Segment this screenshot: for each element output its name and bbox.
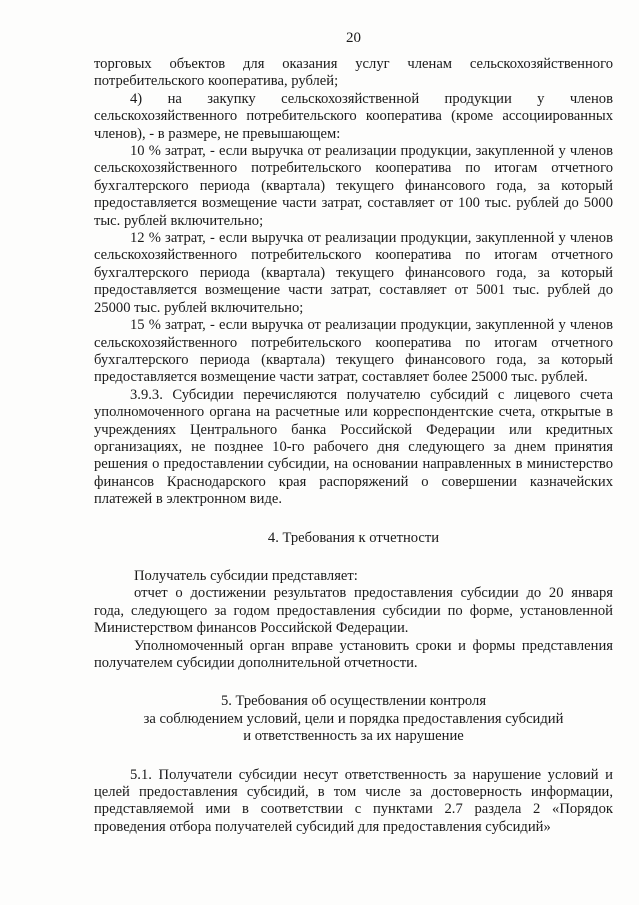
paragraph-3-9-3: 3.9.3. Субсидии перечисляются получателю субсидий с лицевого счета уполномоченного органа на расчетные или корреспондентские счета, открытые в учреждениях Центрального банка Российской Федерации или кредитных организациях, не позднее 10-го рабочего дня следующего за днем принятия решения о предоставлении субсидии, на основании направленных в министерство финансов Краснодарского края распоряжений о совершении казначейских платежей в электронном виде.	[94, 386, 613, 508]
section-4-paragraph-1: Получатель субсидии представляет:	[134, 567, 358, 584]
section-4-paragraph-3: Уполномоченный орган вправе установить сроки и формы представления получателем субсидии дополнительной отчетности.	[94, 637, 613, 671]
paragraph-continuation: торговых объектов для оказания услуг членам сельскохозяйственного потребительского кооператива, рублей;	[94, 56, 613, 90]
section-4-paragraph-2: отчет о достижении результатов предоставления субсидии до 20 января года, следующего за годом предоставления субсидии по форме, установленной Министерством финансов Российской Федерации.	[94, 585, 613, 637]
paragraph-rate-15: 15 % затрат, - если выручка от реализации продукции, закупленной у членов сельскохозяйственного потребительского кооператива по итогам отчетного бухгалтерского периода (квартала) текущего финансового года, за который предоставляется возмещение части затрат, составляет более 25000 тыс. рублей.	[94, 317, 613, 386]
paragraph-rate-10: 10 % затрат, - если выручка от реализации продукции, закупленной у членов сельскохозяйственного потребительского кооператива по итогам отчетного бухгалтерского периода (квартала) текущего финансового года, за который предоставляется возмещение части затрат, составляет от 100 тыс. рублей до 5000 тыс. рублей включительно;	[94, 143, 613, 229]
section-5-heading-line-1: 5. Требования об осуществлении контроля	[220, 693, 487, 710]
paragraph-rate-12: 12 % затрат, - если выручка от реализации продукции, закупленной у членов сельскохозяйственного потребительского кооператива по итогам отчетного бухгалтерского периода (квартала) текущего финансового года, за который предоставляется возмещение части затрат, составляет от 5001 тыс. рублей до 25000 тыс. рублей включительно;	[94, 230, 613, 316]
page-number: 20	[346, 30, 361, 46]
section-4-heading: 4. Требования к отчетности	[267, 529, 440, 546]
section-5-heading-line-2: за соблюдением условий, цели и порядка предоставления субсидий	[143, 710, 564, 727]
paragraph-item-4: 4) на закупку сельскохозяйственной продукции у членов сельскохозяйственного потребительского кооператива (кроме ассоциированных членов), - в размере, не превышающем:	[94, 90, 613, 142]
section-5-paragraph-1: 5.1. Получатели субсидии несут ответственность за нарушение условий и целей предоставления субсидий, в том числе за достоверность информации, представляемой ими в соответствии с пунктами 2.7 раздела 2 «Порядок проведения отбора получателей субсидий для предоставления субсидий»	[94, 766, 613, 835]
section-5-heading-line-3: и ответственность за их нарушение	[243, 728, 464, 745]
